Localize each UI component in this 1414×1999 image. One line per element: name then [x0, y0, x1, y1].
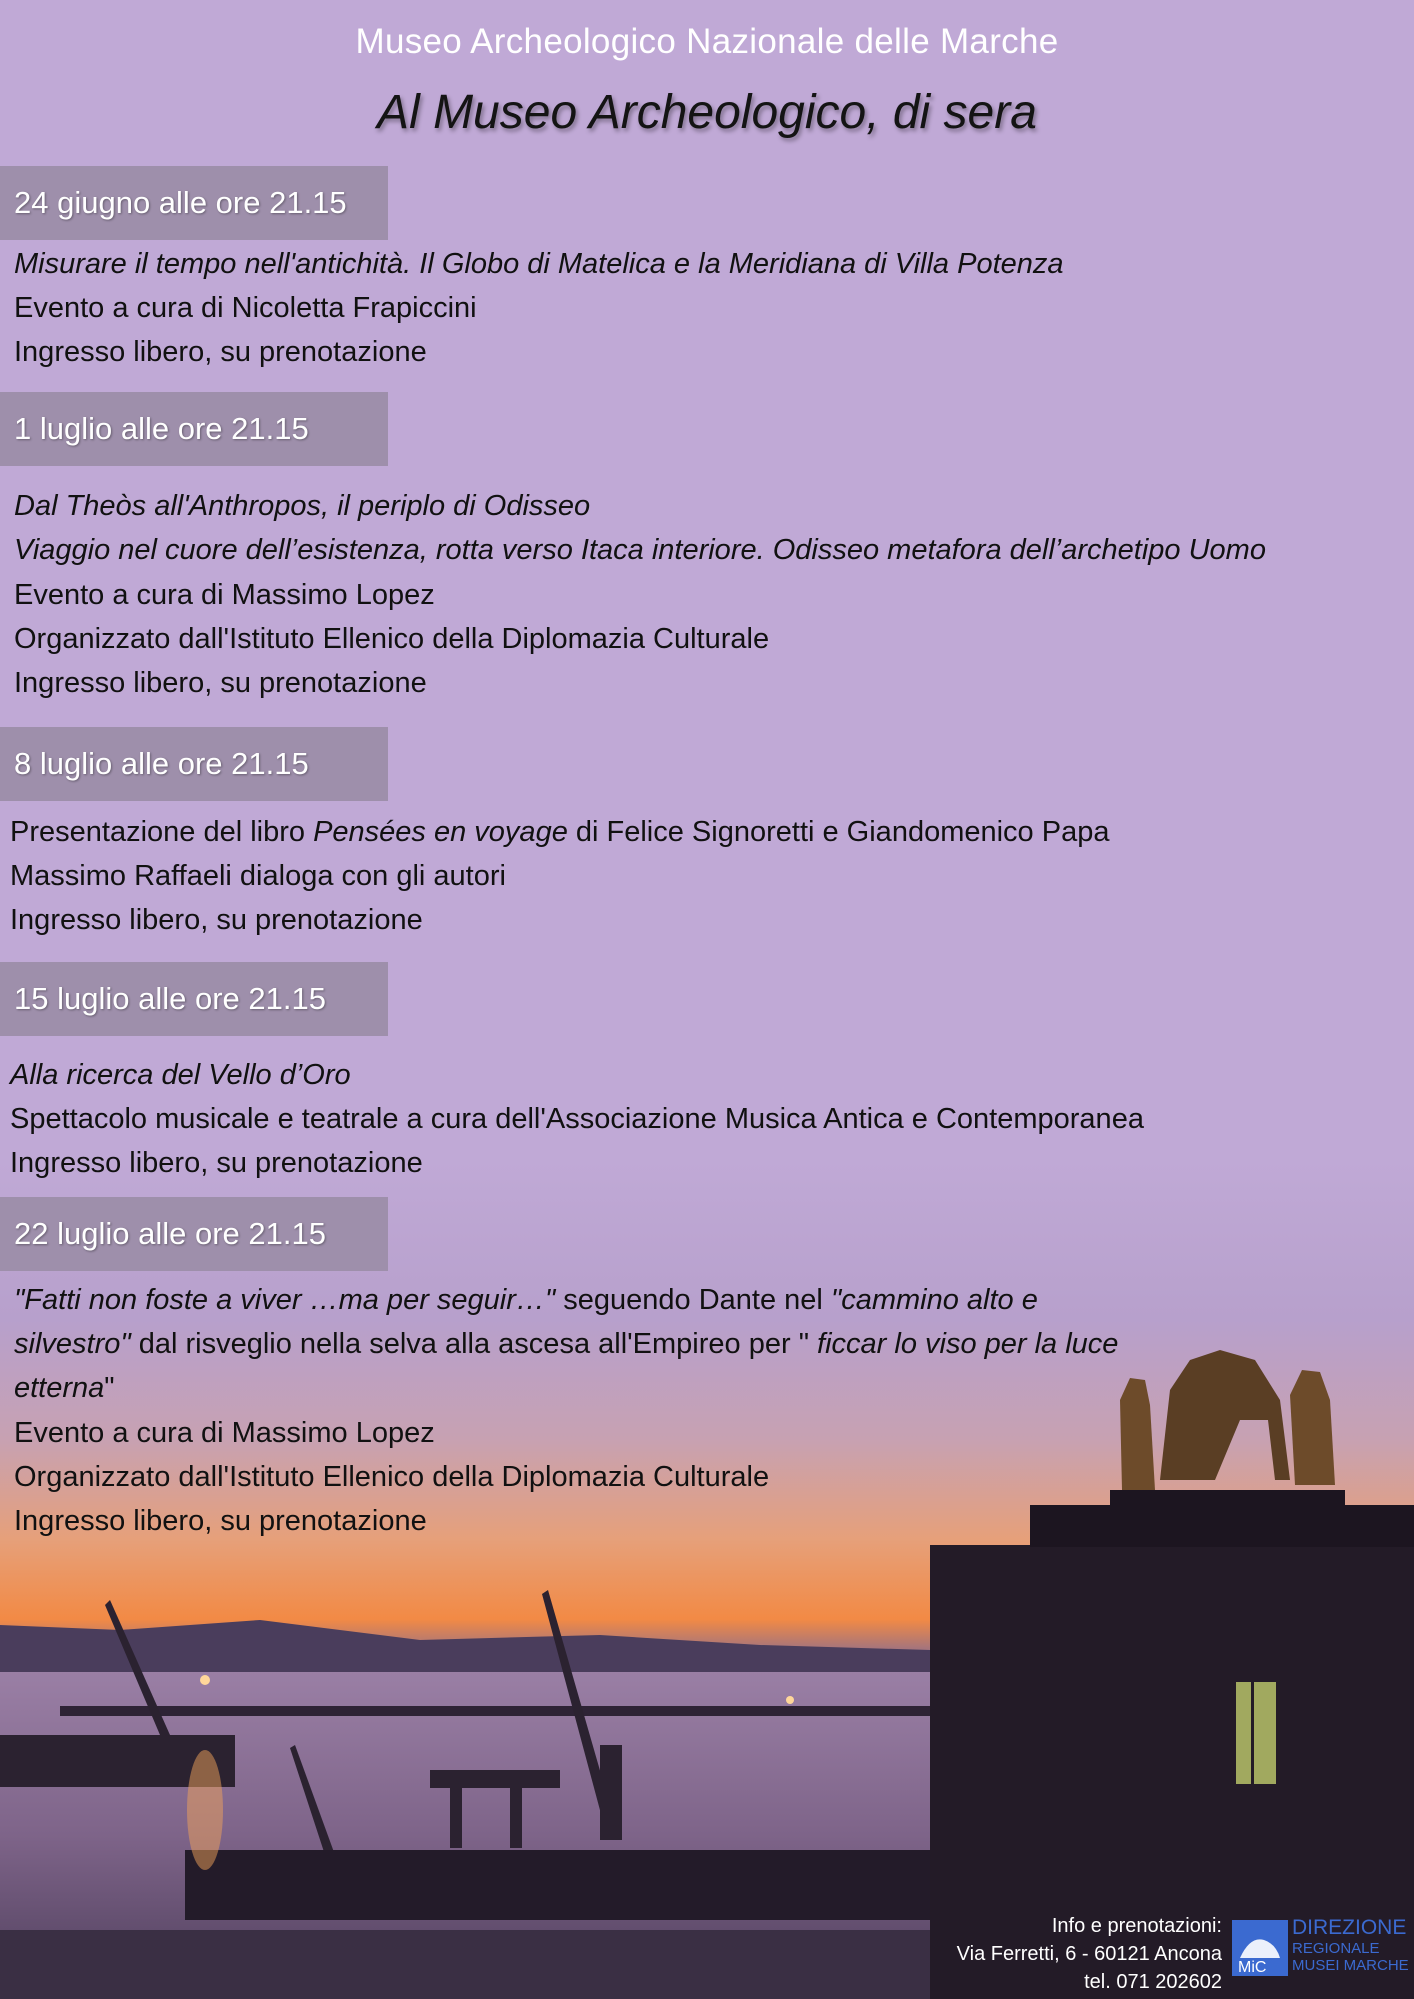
event-title — [10, 810, 1109, 854]
logo-line-3: MUSEI MARCHE — [1292, 1957, 1409, 1974]
quote-part: " — [104, 1372, 115, 1404]
event-admission: Ingresso libero, su prenotazione — [14, 1505, 427, 1537]
event-admission: Ingresso libero, su prenotazione — [14, 667, 427, 699]
event-title-post: di Felice Signoretti e Giandomenico Papa — [567, 816, 1110, 848]
event-date-tab: 22 luglio alle ore 21.15 — [0, 1197, 388, 1271]
event-title: Alla ricerca del Vello d’Oro — [10, 1059, 351, 1091]
book-title: Pensées en voyage — [313, 816, 568, 848]
event-date-tab: 8 luglio alle ore 21.15 — [0, 727, 388, 801]
logo-line-1: DIREZIONE — [1292, 1916, 1407, 1939]
event-curator: Evento a cura di Nicoletta Frapiccini — [14, 292, 477, 324]
quote-part: "Fatti non foste a viver …ma per seguir…" — [14, 1284, 556, 1316]
event-host: Massimo Raffaeli dialoga con gli autori — [10, 860, 506, 892]
logo-text — [1292, 1916, 1409, 1974]
event-admission: Ingresso libero, su prenotazione — [10, 1147, 423, 1179]
event-title: Misurare il tempo nell'antichità. Il Globo di Matelica e la Meridiana di Villa Potenza — [14, 248, 1064, 280]
event-date-tab: 24 giugno alle ore 21.15 — [0, 166, 388, 240]
event-title-pre: Presentazione del libro — [10, 816, 314, 848]
info-heading: Info e prenotazioni: — [1051, 1915, 1222, 1937]
contact-info — [957, 1912, 1222, 1996]
museum-name: Museo Archeologico Nazionale delle Marche — [355, 22, 1059, 61]
event-quote — [14, 1278, 1124, 1410]
event-admission: Ingresso libero, su prenotazione — [10, 904, 423, 936]
logo-mark: MiC — [1238, 1959, 1267, 1976]
quote-part: ficcar lo viso per la luce etterna — [14, 1328, 1119, 1404]
event-organizer: Organizzato dall'Istituto Ellenico della Diplomazia Culturale — [14, 1461, 770, 1493]
event-date-tab: 1 luglio alle ore 21.15 — [0, 392, 388, 466]
event-subtitle: Viaggio nel cuore dell’esistenza, rotta verso Itaca interiore. Odisseo metafora dell’archetipo Uomo — [14, 534, 1266, 566]
quote-part: dal risveglio nella selva alla ascesa all'Empireo per " — [130, 1328, 809, 1360]
event-curator: Evento a cura di Massimo Lopez — [14, 579, 435, 611]
event-curator: Evento a cura di Massimo Lopez — [14, 1417, 435, 1449]
quote-part: "cammino alto e silvestro" — [14, 1284, 1038, 1360]
info-address: Via Ferretti, 6 - 60121 Ancona — [956, 1943, 1222, 1965]
event-title: Dal Theòs all'Anthropos, il periplo di Odisseo — [14, 490, 591, 522]
event-description: Spettacolo musicale e teatrale a cura dell'Associazione Musica Antica e Contemporanea — [10, 1103, 1144, 1135]
quote-part: seguendo Dante nel — [555, 1284, 831, 1316]
event-admission: Ingresso libero, su prenotazione — [14, 336, 427, 368]
event-organizer: Organizzato dall'Istituto Ellenico della Diplomazia Culturale — [14, 623, 770, 655]
info-phone: tel. 071 202602 — [1084, 1971, 1222, 1993]
event-date-tab: 15 luglio alle ore 21.15 — [0, 962, 388, 1036]
logo-line-2: REGIONALE — [1292, 1940, 1380, 1957]
page-title: Al Museo Archeologico, di sera — [377, 86, 1037, 139]
